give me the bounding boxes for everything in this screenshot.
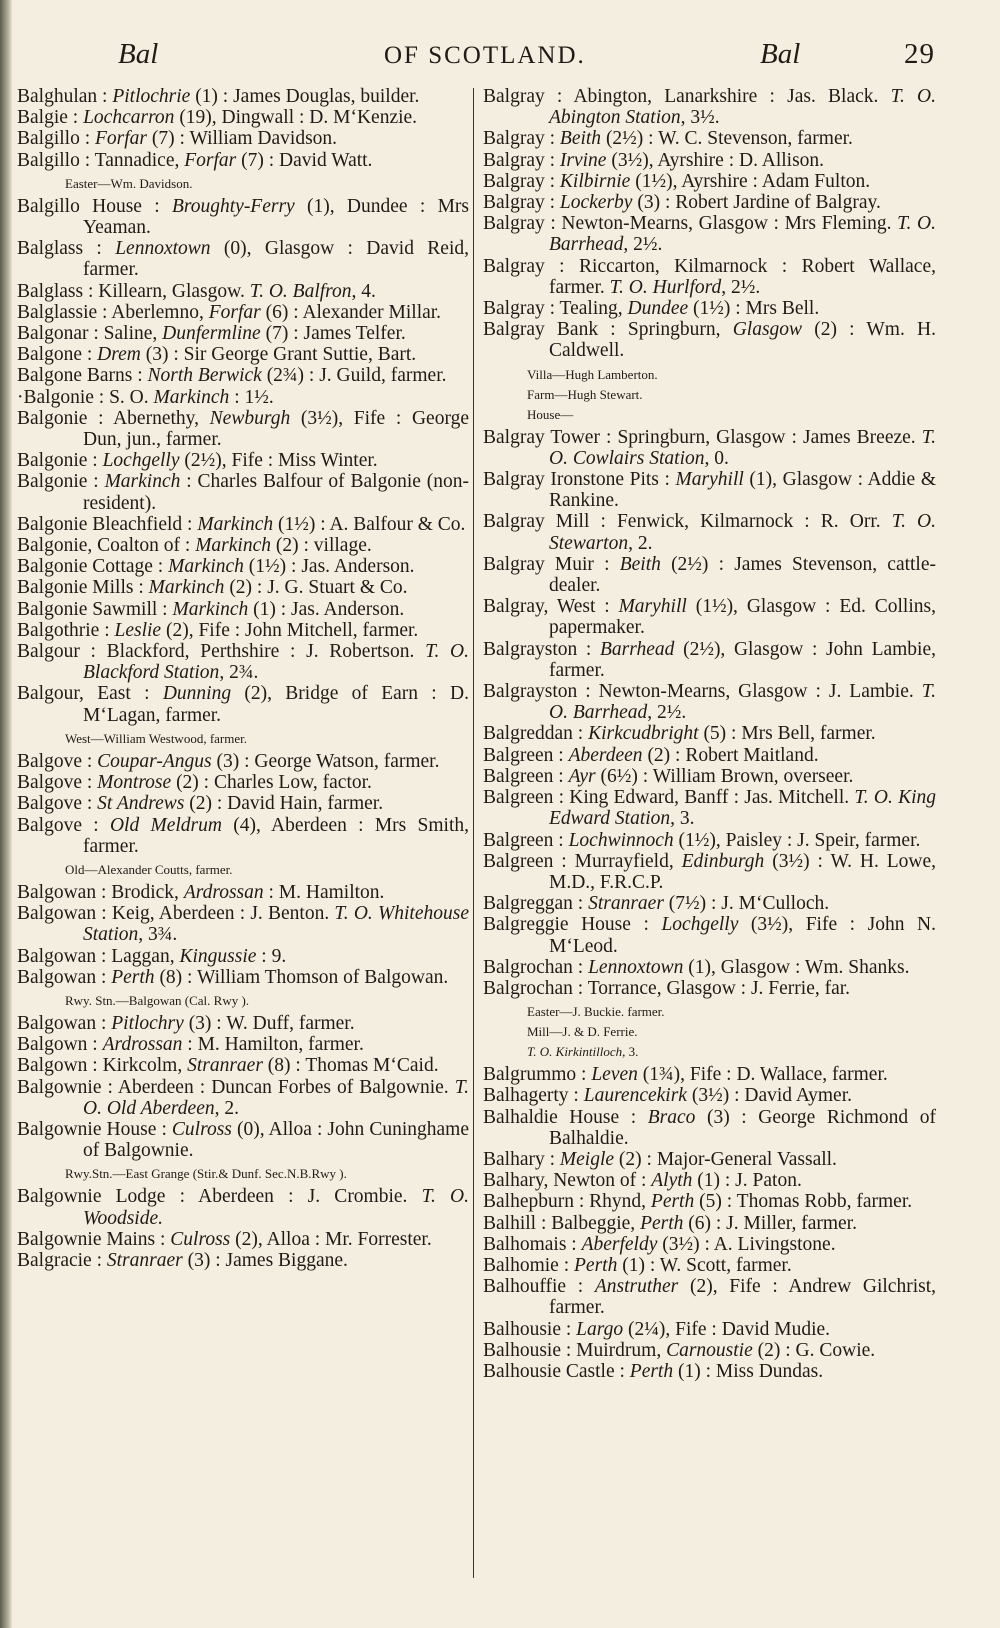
directory-entry: Balgonie Mills : Markinch (2) : J. G. Stuart & Co.	[17, 577, 408, 599]
directory-entry: Balgown : Kirkcolm, Stranraer (8) : Thomas M‘Caid.	[17, 1055, 439, 1077]
directory-entry: Balgray Tower : Springburn, Glasgow : James Breeze. T. O. Cowlairs Station, 0.	[483, 426, 936, 469]
directory-entry: Balgown : Ardrossan : M. Hamilton, farmer.	[17, 1034, 364, 1056]
sub-entry: Villa—Hugh Lamberton.	[527, 366, 658, 382]
directory-entry: Balgreggan : Stranraer (7½) : J. M‘Culloch.	[483, 893, 830, 915]
directory-entry: Balhary, Newton of : Alyth (1) : J. Paton.	[483, 1170, 802, 1192]
directory-entry: Balgie : Lochcarron (19), Dingwall : D. M‘Kenzie.	[17, 107, 418, 129]
directory-entry: Balgray : Irvine (3½), Ayrshire : D. Allison.	[483, 149, 825, 171]
directory-entry: Balglass : Lennoxtown (0), Glasgow : David Reid, farmer.	[17, 238, 470, 281]
directory-entry: Balhomie : Perth (1) : W. Scott, farmer.	[483, 1254, 792, 1276]
sub-entry: Rwy.Stn.—East Grange (Stir.& Dunf. Sec.N.B.Rwy ).	[65, 1166, 347, 1182]
sub-entry: West—William Westwood, farmer.	[65, 730, 247, 746]
directory-entry: Balgrochan : Lennoxtown (1), Glasgow : Wm. Shanks.	[483, 956, 910, 978]
sub-entry: House—	[527, 406, 574, 422]
header-left-word: Bal	[118, 38, 159, 70]
directory-entry: Balgrochan : Torrance, Glasgow : J. Ferrie, far.	[483, 977, 851, 999]
directory-entry: Balhary : Meigle (2) : Major-General Vassall.	[483, 1148, 837, 1170]
directory-entry: Balhomais : Aberfeldy (3½) : A. Livingstone.	[483, 1233, 836, 1255]
directory-entry: Balgonie Bleachfield : Markinch (1½) : A. Balfour & Co.	[17, 513, 466, 535]
directory-entry: Balhepburn : Rhynd, Perth (5) : Thomas Robb, farmer.	[483, 1191, 913, 1213]
directory-entry: Balgray : Abington, Lanarkshire : Jas. Black. T. O. Abington Station, 3½.	[483, 86, 937, 129]
directory-entry: Balgrayston : Newton-Mearns, Glasgow : J. Lambie. T. O. Barrhead, 2½.	[483, 681, 936, 724]
directory-entry: Balgreen : King Edward, Banff : Jas. Mitchell. T. O. King Edward Station, 3.	[483, 787, 936, 830]
directory-entry: Balgownie House : Culross (0), Alloa : John Cuninghame of Balgownie.	[17, 1118, 469, 1162]
directory-entry: Balgonie Sawmill : Markinch (1) : Jas. Anderson.	[17, 598, 405, 620]
directory-entry: Balgreen : Ayr (6½) : William Brown, overseer.	[483, 765, 854, 787]
directory-entry: Balgonie, Coalton of : Markinch (2) : village.	[17, 535, 372, 557]
directory-entry: Balgownie : Aberdeen : Duncan Forbes of Balgownie. T. O. Old Aberdeen, 2.	[17, 1076, 469, 1119]
directory-entry: Balgownie Mains : Culross (2), Alloa : Mr. Forrester.	[17, 1228, 432, 1250]
directory-entry: Balgray : Newton-Mearns, Glasgow : Mrs Fleming. T. O. Barrhead, 2½.	[483, 213, 936, 256]
directory-entry: Balhousie Castle : Perth (1) : Miss Dundas.	[483, 1360, 824, 1382]
directory-entry: Balgowan : Pitlochry (3) : W. Duff, farmer.	[17, 1012, 355, 1034]
directory-entry: Balgreggie House : Lochgelly (3½), Fife : John N. M‘Leod.	[483, 914, 936, 957]
directory-entry: Balgour, East : Dunning (2), Bridge of Earn : D. M‘Lagan, farmer.	[17, 683, 469, 726]
directory-entry: Balgove : Old Meldrum (4), Aberdeen : Mrs Smith, farmer.	[17, 814, 469, 857]
directory-entry: Balgonie : Abernethy, Newburgh (3½), Fife : George Dun, jun., farmer.	[17, 407, 469, 451]
directory-entry: Balgonie : Lochgelly (2½), Fife : Miss Winter.	[17, 450, 378, 472]
directory-entry: Balhill : Balbeggie, Perth (6) : J. Miller, farmer.	[483, 1212, 857, 1234]
directory-entry: Balgowan : Laggan, Kingussie : 9.	[17, 945, 287, 967]
directory-entry: Balgove : Coupar-Angus (3) : George Watson, farmer.	[17, 750, 440, 772]
directory-entry: Balgonar : Saline, Dunfermline (7) : James Telfer.	[17, 323, 406, 345]
directory-entry: Balgonie Cottage : Markinch (1½) : Jas. Anderson.	[17, 556, 415, 578]
directory-entry: Balgray : Riccarton, Kilmarnock : Robert Wallace, farmer. T. O. Hurlford, 2½.	[483, 255, 936, 298]
directory-entry: Balgray Muir : Beith (2½) : James Stevenson, cattle-dealer.	[483, 553, 936, 597]
book-spine-edge	[0, 0, 12, 1628]
page-header	[0, 38, 1000, 78]
directory-entry: Balgreen : Lochwinnoch (1½), Paisley : J. Speir, farmer.	[483, 829, 921, 851]
directory-entry: Balhousie : Largo (2¼), Fife : David Mudie.	[483, 1318, 831, 1340]
directory-entry: Balglass : Killearn, Glasgow. T. O. Balfron, 4.	[17, 280, 376, 302]
directory-entry: Balgray, West : Maryhill (1½), Glasgow : Ed. Collins, papermaker.	[483, 596, 936, 639]
directory-entry: Balghulan : Pitlochrie (1) : James Douglas, builder.	[17, 86, 420, 107]
directory-entry: Balgrayston : Barrhead (2½), Glasgow : John Lambie, farmer.	[483, 638, 936, 681]
sub-entry: Rwy. Stn.—Balgowan (Cal. Rwy ).	[65, 992, 250, 1008]
sub-entry: Farm—Hugh Stewart.	[527, 386, 643, 402]
column-divider	[473, 88, 474, 1578]
directory-entry: Balgowan : Keig, Aberdeen : J. Benton. T. O. Whitehouse Station, 3¾.	[17, 903, 469, 946]
directory-entry: Balgone Barns : North Berwick (2¾) : J. Guild, farmer.	[17, 365, 447, 387]
directory-entry: Balgothrie : Leslie (2), Fife : John Mitchell, farmer.	[17, 619, 419, 641]
right-column	[483, 86, 936, 1382]
directory-entry: Balgour : Blackford, Perthshire : J. Robertson. T. O. Blackford Station, 2¾.	[17, 641, 470, 684]
directory-entry: Balgracie : Stranraer (3) : James Biggane.	[17, 1249, 348, 1271]
left-column	[17, 86, 469, 1271]
directory-entry: Balgone : Drem (3) : Sir George Grant Suttie, Bart.	[17, 344, 417, 366]
directory-entry: Balgreen : Aberdeen (2) : Robert Maitland.	[483, 744, 819, 766]
directory-entry: Balgray Ironstone Pits : Maryhill (1), Glasgow : Addie & Rankine.	[483, 469, 936, 512]
directory-entry: Balgray : Kilbirnie (1½), Ayrshire : Adam Fulton.	[483, 170, 871, 192]
directory-entry: Balgray : Beith (2½) : W. C. Stevenson, farmer.	[483, 128, 853, 150]
directory-entry: Balhousie : Muirdrum, Carnoustie (2) : G. Cowie.	[483, 1339, 876, 1361]
sub-entry: Mill—J. & D. Ferrie.	[527, 1024, 638, 1040]
directory-entry: Balgray Mill : Fenwick, Kilmarnock : R. Orr. T. O. Stewarton, 2.	[483, 511, 936, 554]
sub-entry: Easter—J. Buckie. farmer.	[527, 1004, 665, 1020]
directory-entry: Balgowan : Perth (8) : William Thomson of Balgowan.	[17, 966, 449, 988]
directory-entry: Balgray Bank : Springburn, Glasgow (2) : Wm. H. Caldwell.	[483, 319, 936, 362]
header-title: OF SCOTLAND.	[384, 42, 586, 69]
directory-entry: Balgrummo : Leven (1¾), Fife : D. Wallace, farmer.	[483, 1064, 888, 1086]
directory-entry: Balgray : Tealing, Dundee (1½) : Mrs Bell.	[483, 298, 820, 320]
directory-entry: Balgillo House : Broughty-Ferry (1), Dundee : Mrs Yeaman.	[17, 195, 469, 239]
directory-entry: Balgillo : Forfar (7) : William Davidson.	[17, 128, 338, 150]
directory-entry: Balgove : Montrose (2) : Charles Low, factor.	[17, 772, 372, 794]
directory-entry: Balhaldie House : Braco (3) : George Richmond of Balhaldie.	[483, 1106, 936, 1149]
sub-entry: Easter—Wm. Davidson.	[65, 175, 193, 191]
directory-entry: Balgray : Lockerby (3) : Robert Jardine of Balgray.	[483, 192, 881, 214]
directory-entry: Balgownie Lodge : Aberdeen : J. Crombie. T. O. Woodside.	[17, 1186, 469, 1229]
directory-entry: Balhouffie : Anstruther (2), Fife : Andrew Gilchrist, farmer.	[483, 1276, 936, 1319]
header-right-word: Bal	[760, 38, 801, 70]
directory-entry: Balgove : St Andrews (2) : David Hain, farmer.	[17, 793, 384, 815]
sub-entry: T. O. Kirkintilloch, 3.	[527, 1044, 639, 1060]
directory-entry: Balgillo : Tannadice, Forfar (7) : David Watt.	[17, 149, 373, 171]
directory-entry: Balgowan : Brodick, Ardrossan : M. Hamilton.	[17, 881, 385, 903]
directory-entry: Balgreddan : Kirkcudbright (5) : Mrs Bell, farmer.	[483, 723, 876, 745]
sub-entry: Old—Alexander Coutts, farmer.	[65, 861, 233, 877]
directory-entry: Balglassie : Aberlemno, Forfar (6) : Alexander Millar.	[17, 301, 442, 323]
directory-entry: Balhagerty : Laurencekirk (3½) : David Aymer.	[483, 1085, 852, 1107]
directory-entry: Balgonie : Markinch : Charles Balfour of Balgonie (non-resident).	[17, 471, 469, 514]
page-number: 29	[904, 38, 935, 70]
directory-entry: Balgreen : Murrayfield, Edinburgh (3½) : W. H. Lowe, M.D., F.R.C.P.	[483, 850, 936, 893]
directory-entry: ·Balgonie : S. O. Markinch : 1½.	[17, 386, 274, 408]
